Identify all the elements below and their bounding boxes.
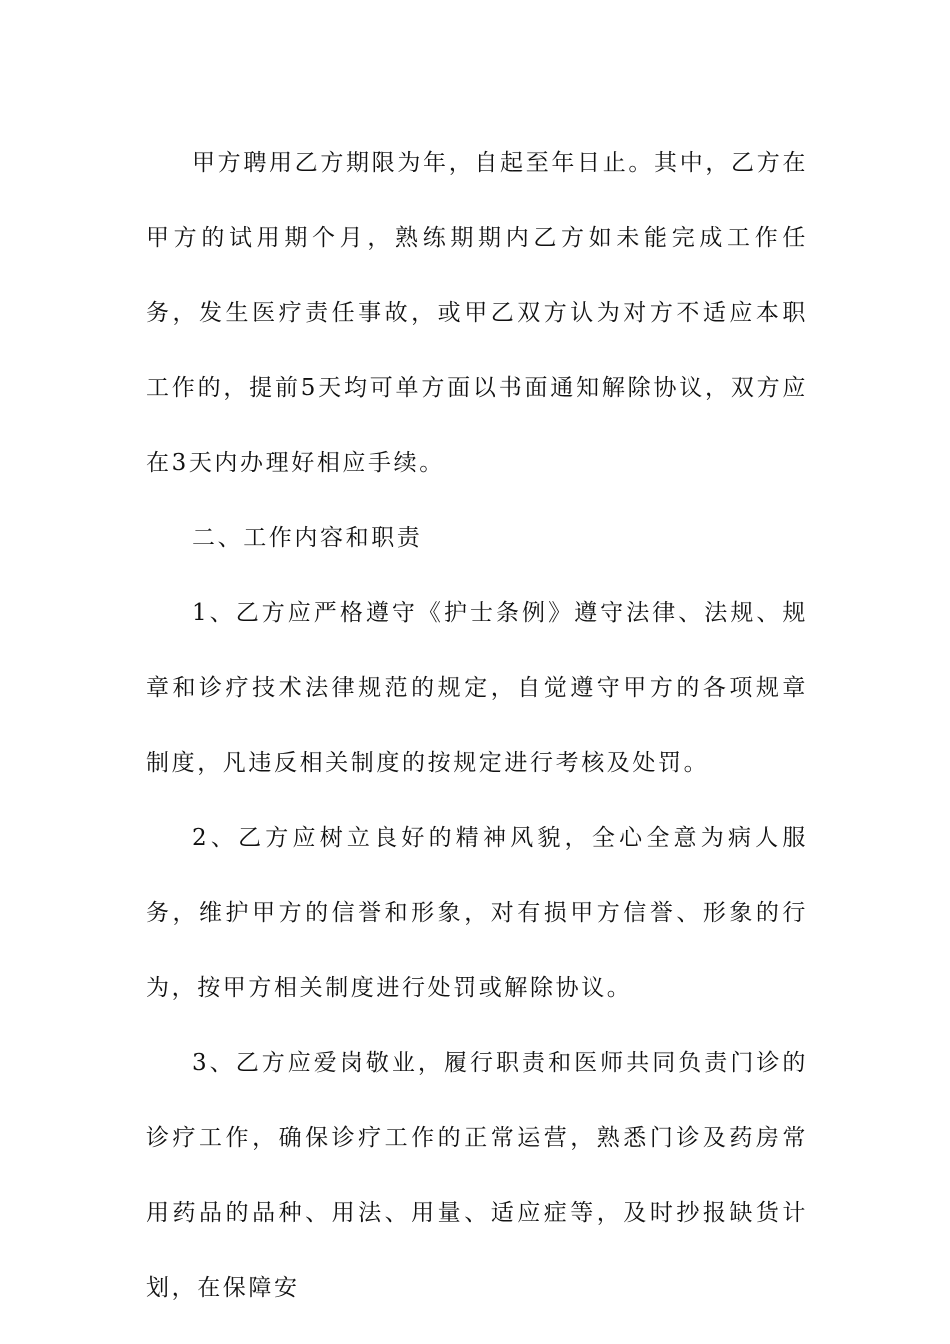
paragraph-duty-1: 1、乙方应严格遵守《护士条例》遵守法律、法规、规章和诊疗技术法律规范的规定，自觉遵守甲方的各项规章制度，凡违反相关制度的按规定进行考核及处罚。 bbox=[146, 600, 808, 776]
document-body bbox=[146, 126, 808, 1326]
paragraph-duty-3: 3、乙方应爱岗敬业，履行职责和医师共同负责门诊的诊疗工作，确保诊疗工作的正常运营，熟悉门诊及药房常用药品的品种、用法、用量、适应症等，及时抄报缺货计划，在保障安 bbox=[146, 1050, 808, 1301]
paragraph-term-of-employment: 甲方聘用乙方期限为年，自起至年日止。其中，乙方在甲方的试用期个月，熟练期期内乙方如未能完成工作任务，发生医疗责任事故，或甲乙双方认为对方不适应本职工作的，提前5天均可单方面以书面通知解除协议，双方应在3天内办理好相应手续。 bbox=[146, 150, 808, 476]
section-heading-duties: 二、工作内容和职责 bbox=[192, 525, 423, 551]
paragraph-duty-2: 2、乙方应树立良好的精神风貌，全心全意为病人服务，维护甲方的信誉和形象，对有损甲方信誉、形象的行为，按甲方相关制度进行处罚或解除协议。 bbox=[146, 825, 808, 1001]
